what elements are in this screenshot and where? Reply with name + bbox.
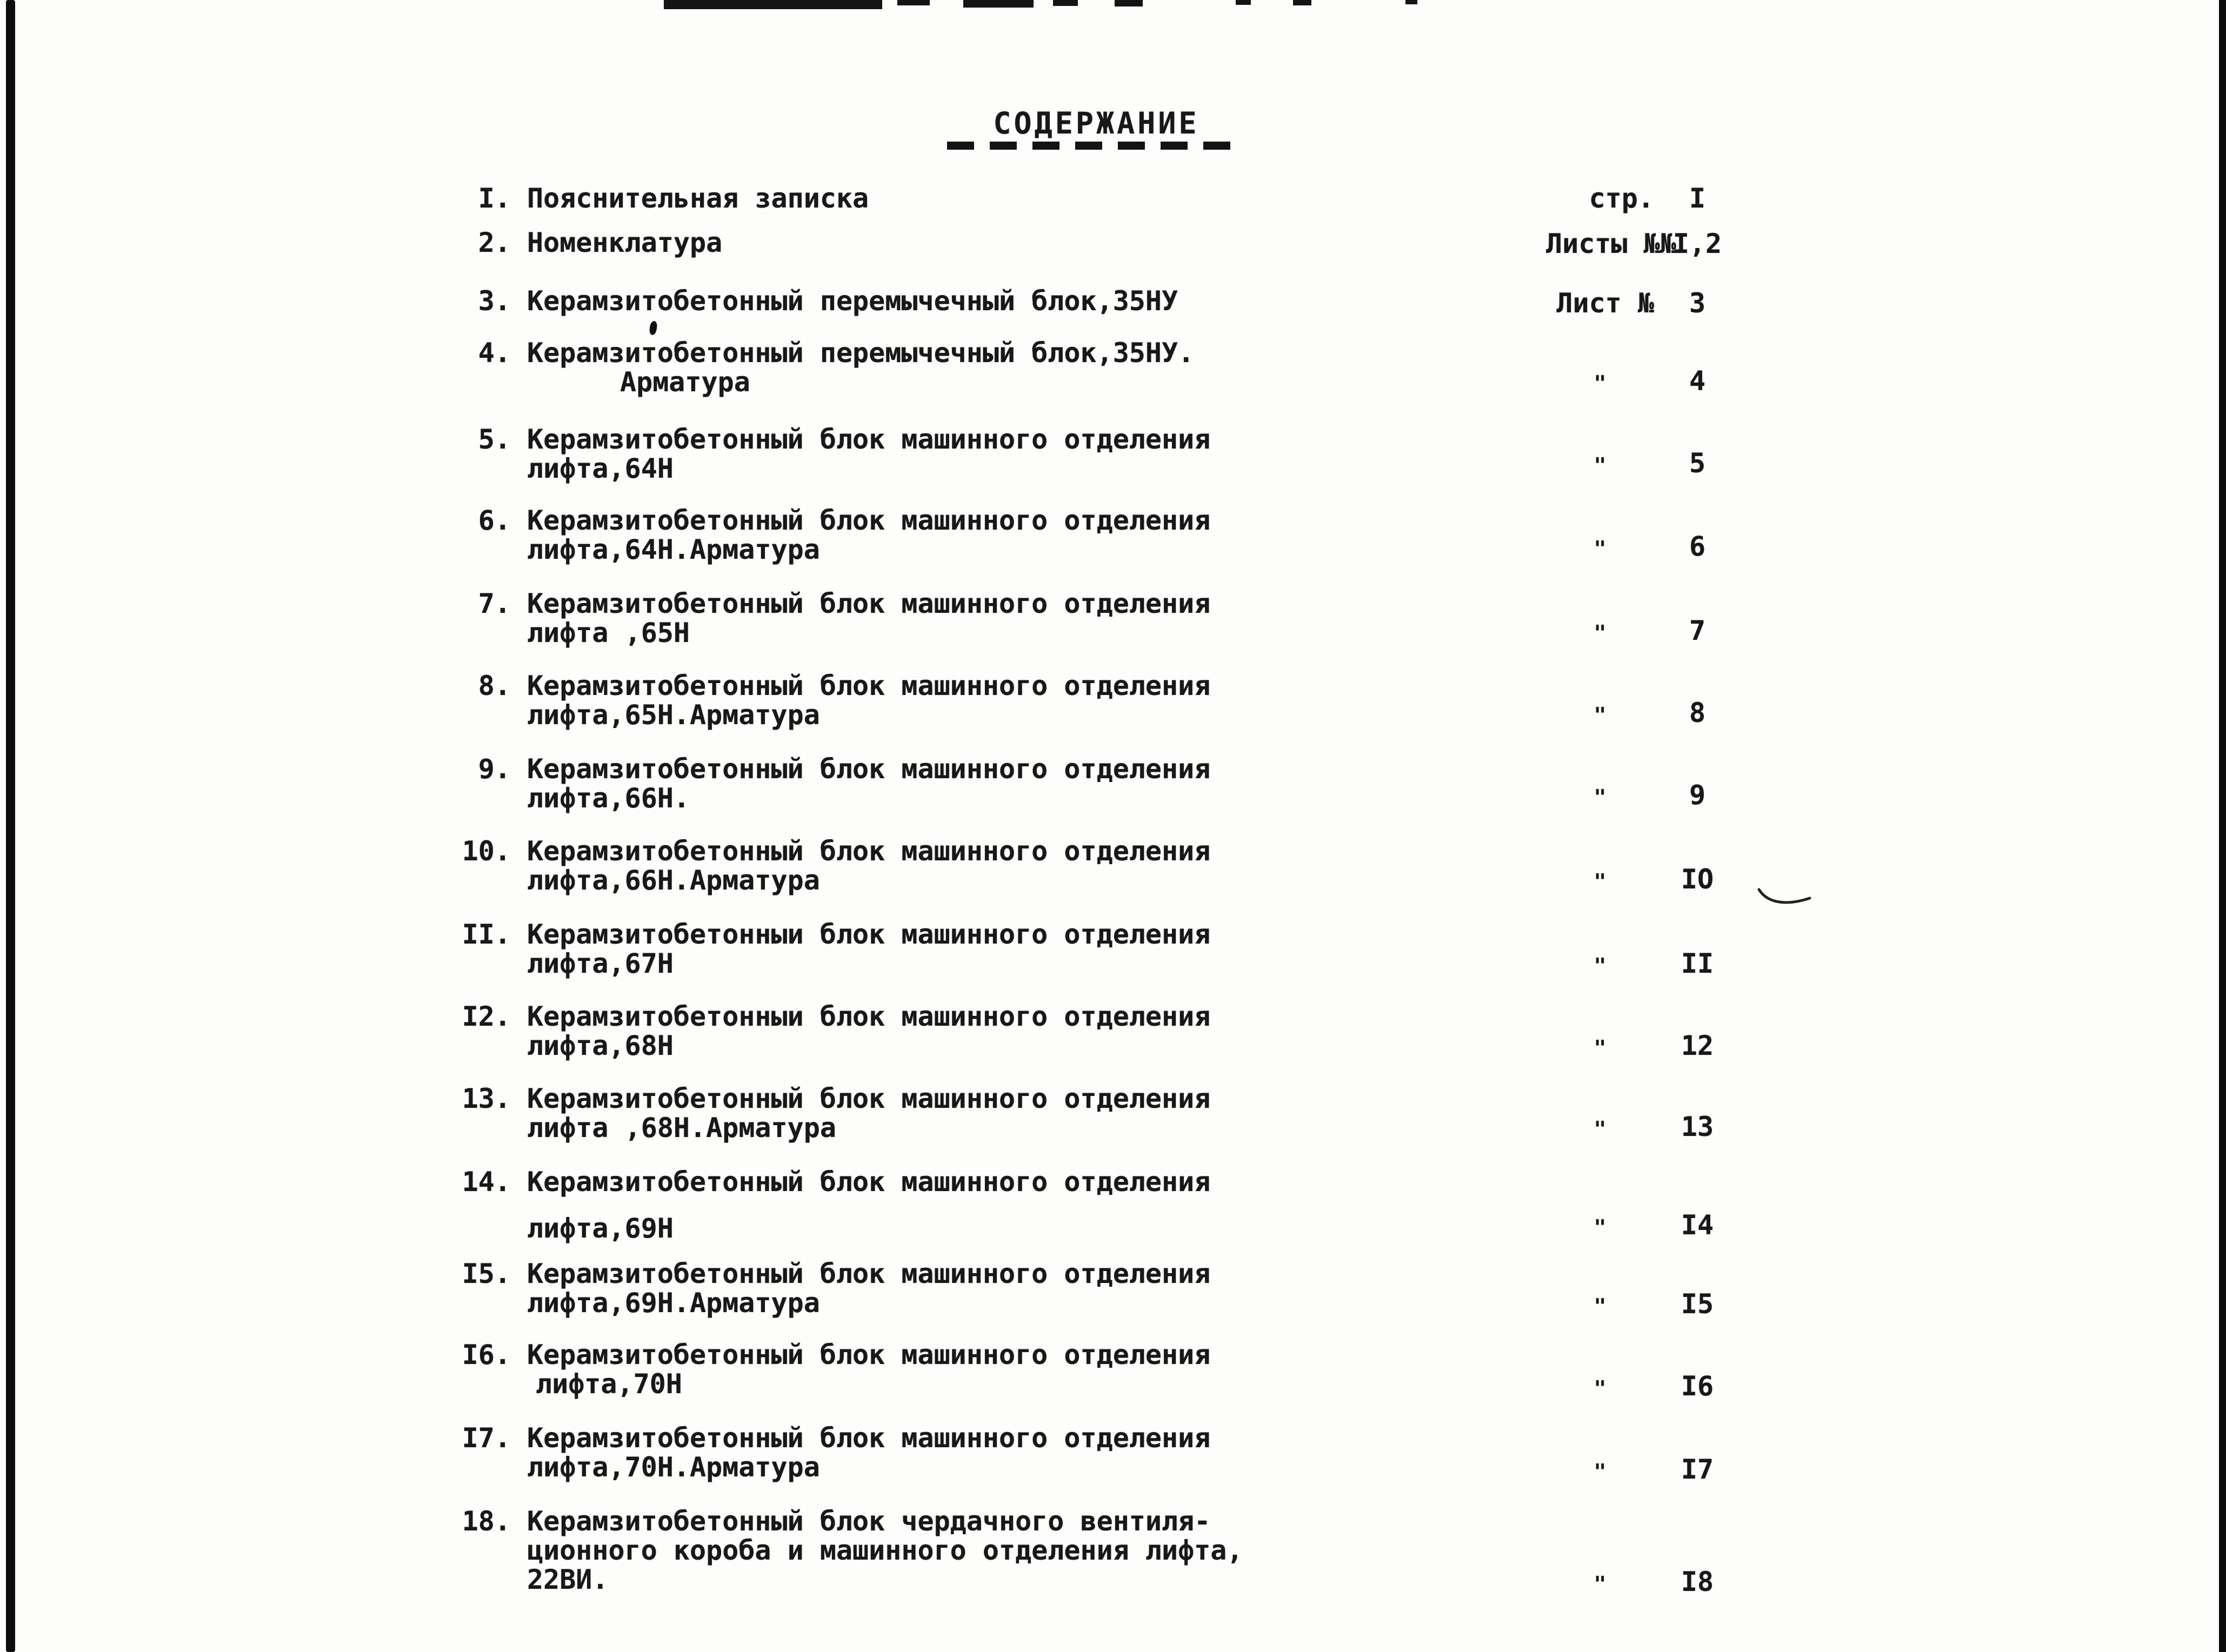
entry-text: лифта ,65Н — [527, 617, 690, 648]
entry-number: 2. — [478, 227, 511, 258]
toc-entry — [458, 1167, 1323, 1243]
entry-text: Керамзитобетонный перемычечный блок,35НУ — [527, 285, 1178, 317]
entry-text: Номенклатура — [527, 227, 723, 258]
toc-entry — [458, 1340, 1323, 1399]
entry-text: Керамзитобетонный блок машинного отделения — [527, 670, 1211, 701]
entry-text: Керамзитобетонный блок машинного отделения — [527, 1339, 1211, 1370]
entry-number: 14. — [462, 1166, 511, 1198]
scan-edge-left-bar — [6, 0, 15, 1652]
toc-entry — [458, 837, 1323, 895]
entry-text: Керамзитобетонный блок чердачного вентиля- — [527, 1506, 1211, 1537]
entry-number: 8. — [478, 670, 511, 701]
entry-number: II. — [462, 919, 511, 950]
entry-text: Керамзитобетонный блок машинного отделения — [527, 1258, 1211, 1289]
scan-edge-right-bar — [2219, 0, 2226, 1652]
page-ref — [1546, 698, 1784, 730]
page-ref-value: IO — [1681, 864, 1714, 895]
toc-entry — [458, 506, 1323, 564]
ditto-mark: " — [1594, 537, 1607, 560]
entry-text: лифта,69Н — [527, 1213, 674, 1244]
entry-text: лифта,69Н.Арматура — [527, 1287, 820, 1319]
entry-text: лифта,65Н.Арматура — [527, 699, 820, 731]
toc-entry — [458, 184, 1323, 213]
entry-text: Керамзитобетонный перемычечный блок,35НУ. — [527, 337, 1195, 369]
toc-entry — [458, 671, 1323, 730]
toc-entry — [458, 1507, 1323, 1594]
entry-text: Керамзитобетонный блок машинного отделения — [527, 753, 1211, 785]
entry-text: лифта,64Н.Арматура — [527, 534, 820, 565]
page-ref-value: 5 — [1689, 447, 1706, 479]
scan-artifact-top — [897, 0, 930, 5]
ditto-mark: " — [1594, 954, 1607, 978]
entry-text: Керамзитобетонный блок машинного отделения — [527, 1083, 1211, 1114]
toc-entry — [458, 1423, 1323, 1482]
entry-text: Керамзитобетонный блок машинного отделения — [527, 1422, 1211, 1454]
entry-number: 18. — [462, 1506, 511, 1537]
toc-entry — [458, 228, 1323, 257]
page-ref-value: I — [1689, 183, 1706, 214]
entry-text: лифта,67Н — [527, 948, 674, 979]
entry-number: 9. — [478, 753, 511, 785]
scan-artifact-top — [1405, 0, 1417, 4]
entry-number: 13. — [462, 1083, 511, 1114]
ditto-mark: " — [1594, 703, 1607, 727]
toc-entry — [458, 754, 1323, 813]
entry-text: Керамзитобетонный блок машинного отделения — [527, 1166, 1211, 1198]
page-ref-value: II — [1681, 948, 1714, 979]
page-ref-value: 8 — [1689, 697, 1706, 728]
entry-text: ционного короба и машинного отделения лифта, — [527, 1535, 1243, 1566]
entry-text: лифта,70Н — [536, 1368, 682, 1400]
page-ref — [1546, 1031, 1784, 1062]
page-ref — [1546, 865, 1784, 896]
page-ref — [1546, 616, 1784, 647]
entry-text: 22ВИ. — [527, 1564, 609, 1595]
ditto-mark: " — [1594, 453, 1607, 477]
entry-text: Керамзитобетонныи блок машинного отделения — [527, 1001, 1211, 1032]
entry-text: Арматура — [620, 366, 750, 398]
entry-number: I. — [478, 183, 511, 214]
page-ref-value: I,2 — [1672, 228, 1722, 259]
entry-number: 10. — [462, 835, 511, 867]
scan-artifact-top — [1293, 0, 1311, 5]
page-ref — [1546, 1112, 1784, 1143]
entry-text: лифта ,68Н.Арматура — [527, 1112, 836, 1143]
scan-artifact-top — [664, 0, 882, 9]
entry-number: 6. — [478, 505, 511, 536]
page-ref — [1546, 289, 1784, 318]
entry-number: 7. — [478, 588, 511, 619]
page-ref — [1546, 229, 1784, 258]
page-ref — [1546, 1567, 1784, 1599]
page-ref-value: I8 — [1681, 1566, 1714, 1597]
entry-number: 3. — [478, 285, 511, 317]
page-ref-value: 12 — [1681, 1030, 1714, 1061]
page-ref-value: 6 — [1689, 531, 1706, 562]
page-ref-value: I7 — [1681, 1454, 1714, 1485]
entry-text: Керамзитобетонныи блок машинного отделения — [527, 919, 1211, 950]
toc-entry — [458, 1259, 1323, 1317]
page-ref — [1546, 184, 1784, 213]
page-ref-value: 13 — [1681, 1111, 1714, 1142]
ditto-mark: " — [1594, 1376, 1607, 1400]
page-ref-value: I4 — [1681, 1209, 1714, 1241]
page-ref-label: Лист № — [1556, 287, 1654, 319]
entry-text: Керамзитобетонный блок машинного отделения — [527, 835, 1211, 867]
page-ref-value: I6 — [1681, 1370, 1714, 1402]
ditto-mark: " — [1594, 371, 1607, 395]
ditto-mark: " — [1594, 1460, 1607, 1483]
toc-entry — [458, 1084, 1323, 1142]
ditto-mark: " — [1594, 1117, 1607, 1141]
page-ref-label: Листы №№ — [1546, 228, 1676, 259]
entry-text: лифта,68Н — [527, 1030, 674, 1061]
toc-entry — [458, 1002, 1323, 1060]
ditto-mark: " — [1594, 1036, 1607, 1060]
page-ref — [1546, 449, 1784, 480]
page-ref — [1546, 1455, 1784, 1486]
page-ref — [1546, 1289, 1784, 1321]
page-ref-value: 7 — [1689, 615, 1706, 646]
entry-text: Керамзитобетонный блок машинного отделения — [527, 505, 1211, 536]
ditto-mark: " — [1594, 1294, 1607, 1318]
page-ref-value: 3 — [1689, 287, 1706, 319]
page-ref-value: 4 — [1689, 365, 1706, 397]
entry-number: I5. — [462, 1258, 511, 1289]
entry-number: I2. — [462, 1001, 511, 1032]
page-ref-value: I5 — [1681, 1288, 1714, 1320]
page-ref — [1546, 366, 1784, 398]
ditto-mark: " — [1594, 1572, 1607, 1596]
page-ref — [1546, 1210, 1784, 1242]
page-ref-value: 9 — [1689, 779, 1706, 811]
entry-number: 4. — [478, 337, 511, 369]
entry-number: I7. — [462, 1422, 511, 1454]
page-ref — [1546, 1372, 1784, 1403]
toc-entry — [458, 920, 1323, 978]
ditto-mark: " — [1594, 785, 1607, 809]
toc-entry — [458, 589, 1323, 647]
toc-entry — [458, 338, 1323, 397]
entry-text: лифта,66Н.Арматура — [527, 865, 820, 896]
ink-blot — [649, 320, 658, 336]
page-ref-label: стр. — [1589, 183, 1654, 214]
scan-artifact-top — [963, 0, 1034, 8]
scan-artifact-top — [1115, 0, 1143, 6]
ditto-mark: " — [1594, 870, 1607, 893]
ditto-mark: " — [1594, 621, 1607, 645]
page-title: СОДЕРЖАНИЕ — [993, 106, 1199, 141]
entry-text: Керамзитобетонный блок машинного отделения — [527, 424, 1211, 455]
toc-entry — [458, 286, 1323, 316]
title-underline — [947, 142, 1245, 150]
entry-text: Пояснительная записка — [527, 183, 869, 214]
toc-entry — [458, 425, 1323, 483]
entry-text: лифта,64Н — [527, 453, 674, 484]
scan-artifact-top — [1236, 0, 1251, 5]
scan-artifact-top — [1053, 0, 1078, 6]
entry-text: Керамзитобетонный блок машинного отделения — [527, 588, 1211, 619]
ditto-mark: " — [1594, 1215, 1607, 1239]
entry-text: лифта,66Н. — [527, 782, 690, 814]
page-ref — [1546, 780, 1784, 812]
entry-number: 5. — [478, 424, 511, 455]
page-ref — [1546, 532, 1784, 563]
entry-number: I6. — [462, 1339, 511, 1370]
entry-text: лифта,70Н.Арматура — [527, 1452, 820, 1483]
page-ref — [1546, 949, 1784, 980]
